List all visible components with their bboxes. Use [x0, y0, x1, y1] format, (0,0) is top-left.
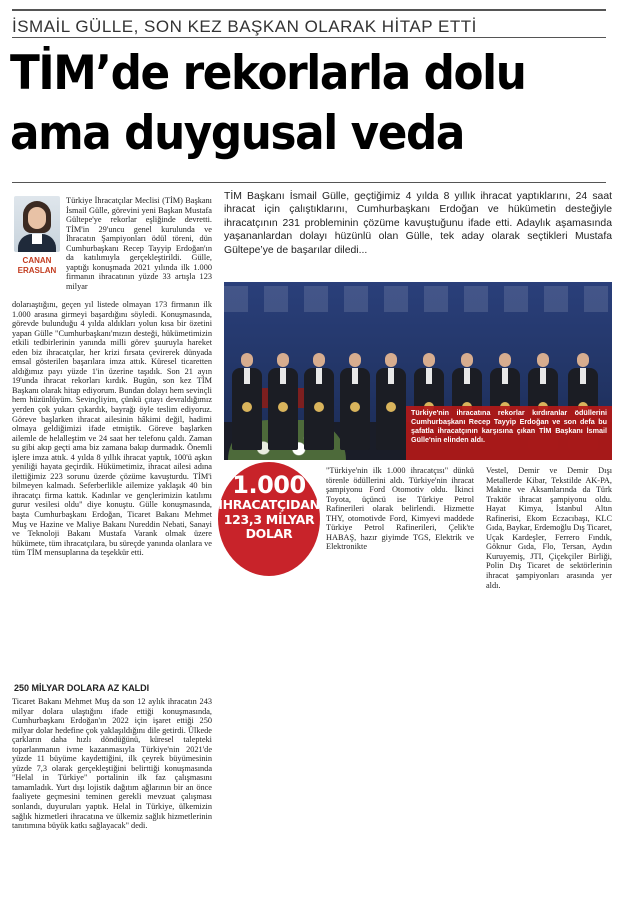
callout-line-2: İHRACATÇIDAN	[218, 497, 320, 512]
headline-line-1: TİM’de rekorlarla dolu	[10, 46, 526, 101]
body-column-1: dolarıaştığını, geçen yıl listede olmayan 173 firmanın ilk 1.000 arasına girmeyi başardığını söyledi. Konuşmasında, görevde bulunduğu 4 yılda aldıkları yolun kısa bir özetini yapan Gülle "Cumhurbaşkanı'mızın desteği, hükümetimizin etkili tedbirlerinin yanında milli görev şuuruyla hareket eden biz ihracatçılar, her krizi fırsata çevirerek dünyada emsal gösterilen başarılara imza attık. Küresel ticaretten aldığımız payı yüzde 1'in üzerine taşıdık. Son 21 ayın 19'unda ihracat rekorları kırdık. Bugün, son kez TİM Başkanı olarak hitap ediyorum. Bundan dolayı hem sevinçli hem hüzünlüyüm. Sevinçliyim, çünkü çıtayı devraldığımız yerden çok yukarı çıkardık, bayrağı öyle teslim ediyoruz. Göreve başlarken ihracat ailesinin hâkimi değil, hadimi olmaya geldiğimizi ifade etmiştik. Göreve başlarken ailemle de helalleştim ve 24 saat her telefonu çaldı. Zaman su gibi akıp geçti ama biz zamana bakıp durmadık. Önemli işlere imza attık. 4 yılda 8 yıllık ihracat yaptık, 100'ü aşkın yeniliği hayata geçirdik. Hükümetimiz, ihracat ailesi adına ilettiğimiz 223 sorunu üzerde çözüme kavuşturdu. TİM'i bilmeyen kalmadı. Seferberlikle ailemize yaklaşık 40 bin ihracatçı firma kattık. Kadınlar ve gençlerimizin katılımı gurur vesilesi oldu" diye konuştu. Gülle konuşmasında, başta Cumhurbaşkanı Erdoğan, Ticaret Bakanı Mehmet Muş ve Hazine ve Maliye Bakanı Nureddin Nebati, Sanayi ve Teknoloji Bakanı Mustafa Varank olmak üzere hükümete, tüm ihracatçılara, bu süreçde yanında olanlara ve tüm TİM mensuplarına da teşekkür etti.	[12, 300, 212, 558]
headline	[10, 46, 568, 166]
subheading: 250 MİLYAR DOLARA AZ KALDI	[14, 683, 150, 693]
lead-paragraph: Türkiye İhracatçılar Meclisi (TİM) Başkanı İsmail Gülle, görevini yeni Başkan Mustafa Gültepe'ye rekorlar eşliğinde devretti. TİM'in 29'uncu genel kurulunda ve İhracatın Şampiyonları ödül töreni, dün Cumhurbaşkanı Recep Tayyip Erdoğan'ın da katılımıyla gerçekleştirildi. Gülle, yaptığı konuşmada 2021 yılında ilk 1.000 firmanın ihracatının yüzde 33 artışla 123 milyar	[66, 196, 212, 291]
callout-number: 1.000	[232, 471, 306, 499]
author-photo	[14, 196, 60, 252]
author-last-name: ERASLAN	[17, 266, 57, 275]
stat-callout	[218, 462, 320, 576]
photo-caption: Türkiye'nin ihracatına rekorlar kırdıranlar ödüllerini Cumhurbaşkanı Recep Tayyip Erdoğan ve son defa bu şafatla ihracatçının karşısına çıkan TİM Başkanı İsmail Gülle'nin elinden aldı.	[406, 406, 612, 460]
body-column-mid: "Türkiye'nin ilk 1.000 ihracatçısı" dünkü törenle ödüllerini aldı. Türkiye'nin ihracat şampiyonu Ford Otomotiv oldu. İkinci Toyota, üçüncü ise Türkiye Petrol Rafinerileri olarak belirlendi. Hizmette THY, otomotivde Ford, Kimyevi maddede Türkiye Petrol Rafinerileri, Çelik'te HABAŞ, hazır giyimde TGS, Elektrik ve Elektronikte	[326, 466, 474, 552]
top-rule	[12, 9, 606, 11]
headline-rule	[12, 182, 606, 183]
callout-line-4: DOLAR	[245, 526, 293, 541]
kicker-rule	[12, 37, 606, 38]
callout-line-3: 123,3 MİLYAR	[223, 511, 315, 527]
headline-line-2: ama duygusal veda	[10, 106, 464, 161]
backdrop-logos	[224, 286, 612, 312]
article-deck: TİM Başkanı İsmail Gülle, geçtiğimiz 4 yılda 8 yıllık ihracat yaptıklarını, 24 saat ihracat için çalıştıklarını, Cumhurbaşkanı Erdoğan ve hükümetin desteğiyle ihracatçının 231 probleminin çözüme kavuştuğunu ifade etti. Adaylık aşamasında yaşananlardan dolayı hüzünlü olan Gülle, tek aday olarak seçtikleri Mustafa Gültepe’ye de başarılar diledi...	[224, 191, 612, 256]
author-block	[14, 196, 60, 276]
kicker: İSMAİL GÜLLE, SON KEZ BAŞKAN OLARAK HİTAP ETTİ	[12, 17, 477, 36]
author-first-name: CANAN	[22, 256, 52, 265]
body-column-right: Vestel, Demir ve Demir Dışı Metallerde Kibar, Tekstilde AK-PA, Makine ve Aksamlarında da Türk Traktör ihracat şampiyonu oldu. Hayat Kimya, İstanbul Altın Rafinerisi, Ekom Eczacıbaşı, KLC Gıda, Baykar, Erdemoğlu Dış Ticaret, Uçak Kardeşler, Ferrero Fındık, Göknur Gıda, Flo, Tersan, Aydın Kuruyemiş, JTI, Çiçekçiler Birliği, Polin Dış Ticaret de sektörlerinin ihracat şampiyonları arasında yer aldı.	[486, 466, 612, 590]
body-column-1b: Ticaret Bakanı Mehmet Muş da son 12 aylık ihracatın 243 milyar dolara ulaştığını ifade ettiği konuşmasında, Cumhurbaşkanı Erdoğan'ın 2022 için işaret ettiği 250 milyar dolar hedefine çok yaklaşıldığını dile getirdi. Ülkede çarkların daha hızlı döndüğünü, küresel talepteki toparlanmanın ivme kazanmasıyla Türkiye'nin 2021'de yüzde 11 büyüme kaydettiğini, ilk çeyrek büyümesinin yüzde 7,3 olarak gerçekleştiğini belirttiği konuşmasında "Helal in Türkiye" portalinin ilk faz çalışmasını tamamladık. Yurt dışı lojistik dağıtım ağlarının bir an önce faaliyete geçmesini teminen gerekli mevzuat çalışması sonlandı, duyuruları yaptık. Helal in Türkiye, ülkemizin sağlık hizmetleri ihracatına ve ülkemiz sağlık hizmetlerinin tanıtımına büyük katkı sağlayacak" dedi.	[12, 697, 212, 831]
